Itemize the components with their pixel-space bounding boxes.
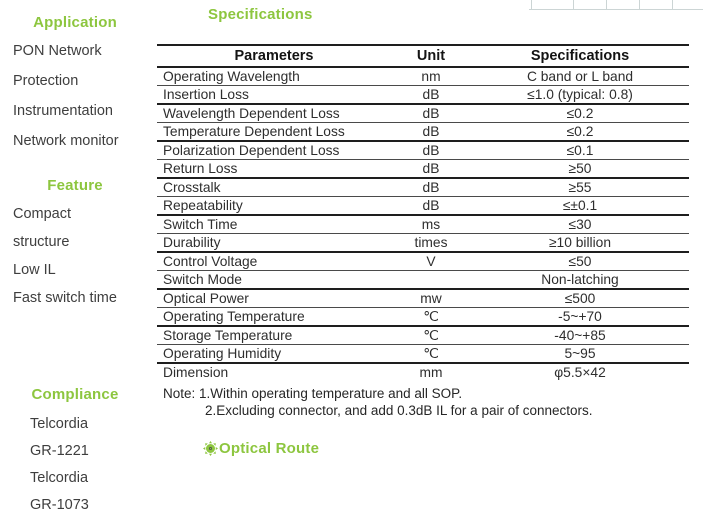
sidebar xyxy=(0,0,150,515)
cell-parameter: Operating Temperature xyxy=(157,308,391,327)
table-row xyxy=(157,234,689,253)
cell-unit: dB xyxy=(391,160,471,179)
cell-specification: C band or L band xyxy=(471,67,689,86)
cell-specification: ≤0.2 xyxy=(471,104,689,123)
sidebar-item: Low IL xyxy=(13,262,56,278)
cell-unit: dB xyxy=(391,141,471,160)
cell-unit: ℃ xyxy=(391,345,471,364)
table-row xyxy=(157,308,689,327)
sidebar-item: Protection xyxy=(13,73,79,89)
cell-parameter: Switch Time xyxy=(157,215,391,234)
cell-unit: nm xyxy=(391,67,471,86)
cell-unit: mw xyxy=(391,289,471,308)
sidebar-section xyxy=(0,386,150,524)
sidebar-section-title: Compliance xyxy=(31,386,119,403)
sidebar-item: Telcordia xyxy=(30,416,89,432)
cell-specification: ≤±0.1 xyxy=(471,197,689,216)
sidebar-item: structure xyxy=(13,234,70,250)
table-row xyxy=(157,86,689,105)
cell-parameter: Durability xyxy=(157,234,391,253)
column-header-unit: Unit xyxy=(391,45,471,67)
cell-parameter: Return Loss xyxy=(157,160,391,179)
table-header-row xyxy=(157,45,689,67)
sidebar-item: Compact xyxy=(13,206,72,222)
cell-specification: ≤0.1 xyxy=(471,141,689,160)
gear-icon xyxy=(203,441,218,456)
cell-unit: dB xyxy=(391,178,471,197)
cell-specification: ≤1.0 (typical: 0.8) xyxy=(471,86,689,105)
cell-specification: Non-latching xyxy=(471,271,689,290)
cell-parameter: Optical Power xyxy=(157,289,391,308)
cell-parameter: Crosstalk xyxy=(157,178,391,197)
cell-unit: dB xyxy=(391,104,471,123)
column-header-specifications: Specifications xyxy=(471,45,689,67)
table-row xyxy=(157,123,689,142)
table-row xyxy=(157,252,689,271)
cell-parameter: Storage Temperature xyxy=(157,326,391,345)
specifications-table xyxy=(157,44,689,381)
table-row xyxy=(157,160,689,179)
table-note xyxy=(163,386,593,419)
table-row xyxy=(157,363,689,381)
sidebar-item: PON Network xyxy=(13,43,102,59)
table-row xyxy=(157,141,689,160)
column-header-parameters: Parameters xyxy=(157,45,391,67)
cell-unit: V xyxy=(391,252,471,271)
cell-unit: dB xyxy=(391,86,471,105)
sidebar-section-items xyxy=(0,206,150,307)
sidebar-item: Instrumentation xyxy=(13,103,113,119)
cell-specification: ≤30 xyxy=(471,215,689,234)
table-row xyxy=(157,215,689,234)
fragment-gridline xyxy=(573,0,574,9)
cell-unit: ℃ xyxy=(391,308,471,327)
cell-specification: ≤0.2 xyxy=(471,123,689,142)
table-row xyxy=(157,104,689,123)
table-row xyxy=(157,326,689,345)
cell-specification: ≥10 billion xyxy=(471,234,689,253)
cell-parameter: Operating Wavelength xyxy=(157,67,391,86)
sidebar-section xyxy=(0,14,150,163)
cropped-table-fragment xyxy=(529,0,703,10)
cell-unit: dB xyxy=(391,123,471,142)
cell-specification: -5~+70 xyxy=(471,308,689,327)
fragment-gridline xyxy=(639,0,640,9)
cell-parameter: Repeatability xyxy=(157,197,391,216)
cell-unit: dB xyxy=(391,197,471,216)
note-line: 2.Excluding connector, and add 0.3dB IL for a pair of connectors. xyxy=(205,402,593,418)
table-row xyxy=(157,67,689,86)
sidebar-item: Telcordia xyxy=(30,470,89,486)
fragment-gridline xyxy=(606,0,607,9)
cell-parameter: Operating Humidity xyxy=(157,345,391,364)
sidebar-item: Network monitor xyxy=(13,133,119,149)
cell-unit: mm xyxy=(419,365,443,380)
sidebar-item: GR-1221 xyxy=(30,443,89,459)
fragment-gridline xyxy=(531,0,532,9)
table-row xyxy=(157,178,689,197)
cell-unit: ms xyxy=(391,215,471,234)
cell-specification: ≥55 xyxy=(471,178,689,197)
cell-parameter: Temperature Dependent Loss xyxy=(157,123,391,142)
cell-parameter: Wavelength Dependent Loss xyxy=(157,104,391,123)
sidebar-item: GR-1073 xyxy=(30,497,89,513)
table-row xyxy=(157,345,689,364)
cell-parameter: Insertion Loss xyxy=(157,86,391,105)
optical-route-heading xyxy=(203,440,319,457)
cell-unit: times xyxy=(391,234,471,253)
table-row xyxy=(157,289,689,308)
cell-unit: ℃ xyxy=(391,326,471,345)
cell-specification: ≤50 xyxy=(471,252,689,271)
cell-specification: φ5.5×42 xyxy=(554,365,606,380)
cell-specification: ≤500 xyxy=(471,289,689,308)
spec-table-body xyxy=(157,67,689,381)
cell-specification: ≥50 xyxy=(471,160,689,179)
cell-specification: -40~+85 xyxy=(471,326,689,345)
optical-route-label: Optical Route xyxy=(219,440,320,457)
sidebar-item: Fast switch time xyxy=(13,290,117,306)
note-line: Note: 1.Within operating temperature and all SOP. xyxy=(163,386,463,401)
specifications-heading: Specifications xyxy=(208,6,313,23)
sidebar-section-title: Application xyxy=(33,14,117,31)
cell-parameter: Control Voltage xyxy=(157,252,391,271)
cell-parameter: Polarization Dependent Loss xyxy=(157,141,391,160)
cell-unit xyxy=(391,271,471,290)
sidebar-section-title: Feature xyxy=(47,177,103,194)
sidebar-section-items xyxy=(0,43,150,150)
cell-parameter: Switch Mode xyxy=(157,271,391,290)
table-row xyxy=(157,271,689,290)
sidebar-section xyxy=(0,177,150,318)
cell-parameter: Dimension xyxy=(163,365,229,380)
table-row xyxy=(157,197,689,216)
cell-specification: 5~95 xyxy=(471,345,689,364)
sidebar-section-items xyxy=(0,416,150,514)
fragment-gridline xyxy=(672,0,673,9)
